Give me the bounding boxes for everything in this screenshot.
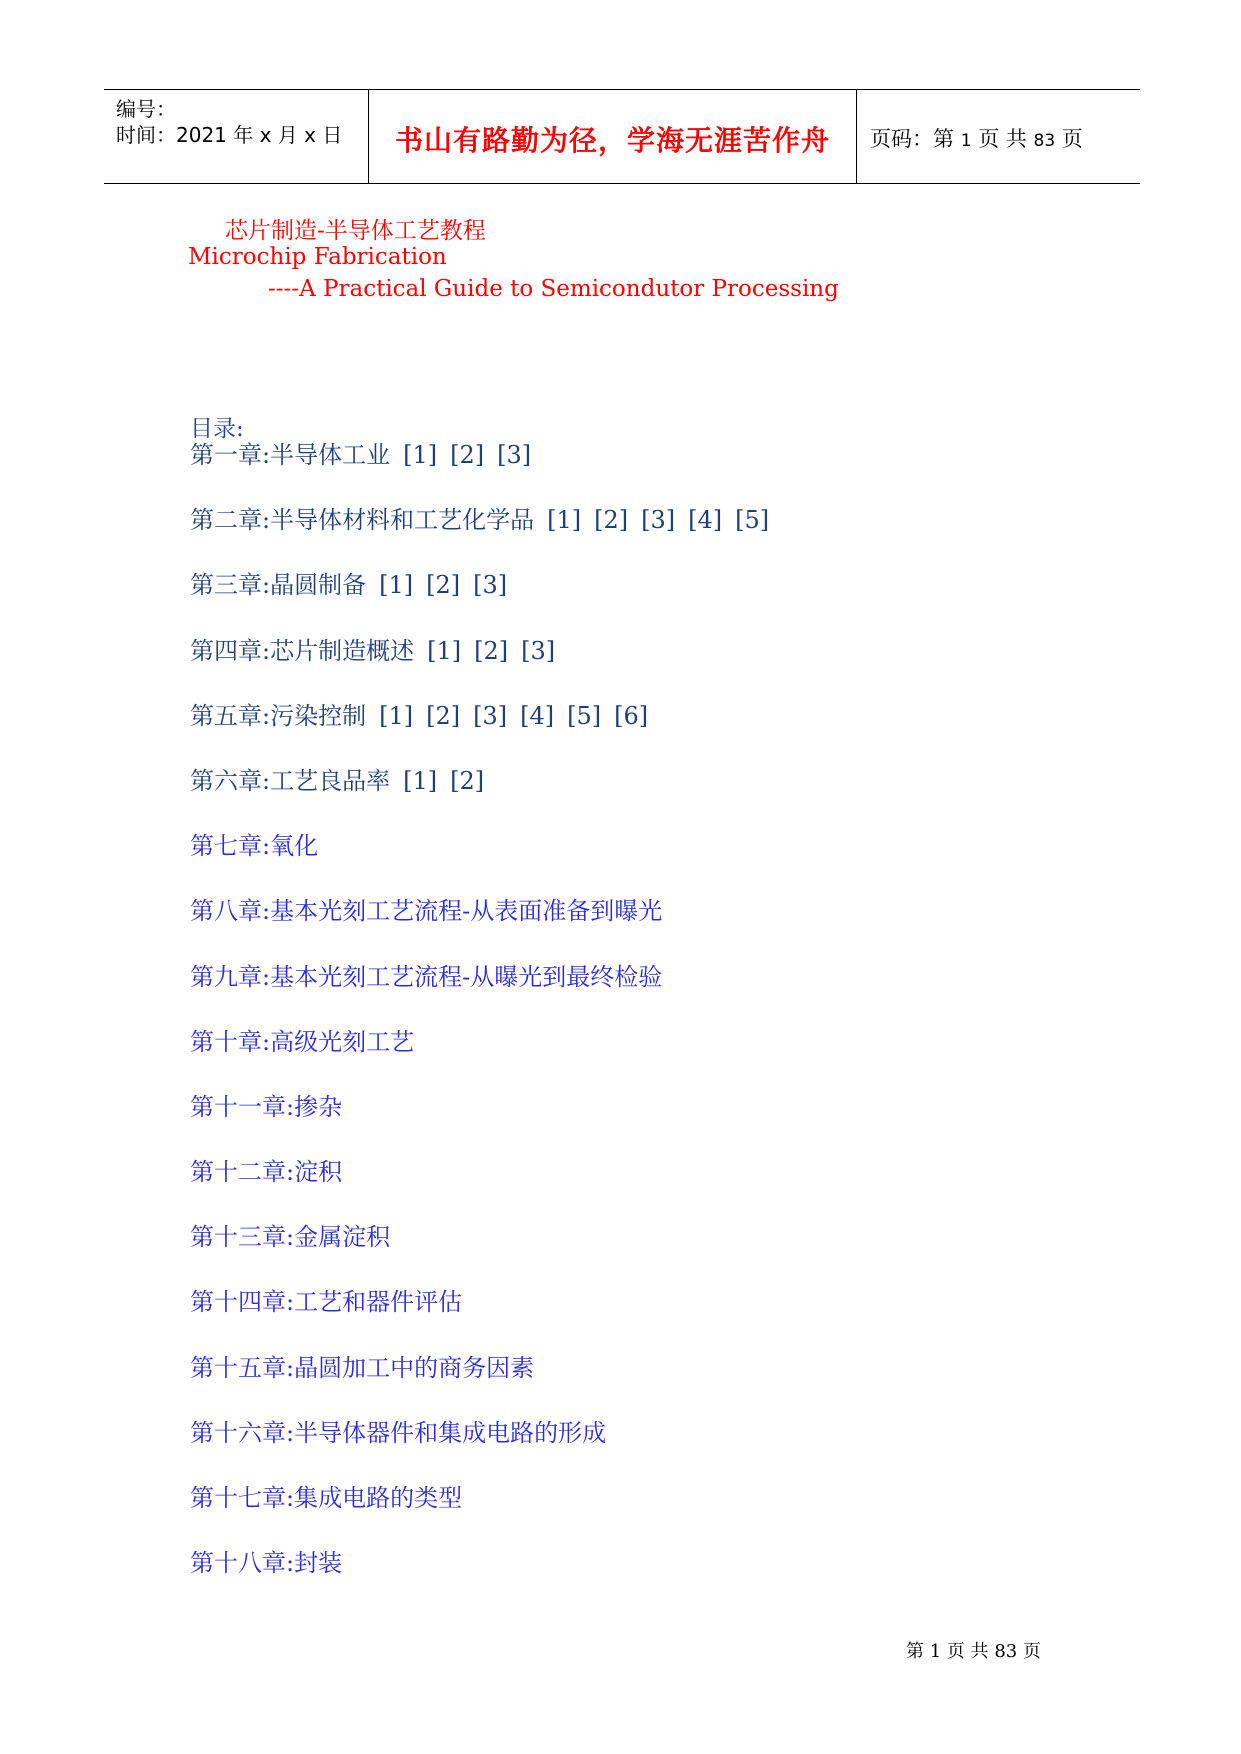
document-title-cn: 芯片制造-半导体工艺教程 xyxy=(225,218,486,244)
toc-chapter xyxy=(190,441,769,506)
document-subtitle: ----A Practical Guide to Semicondutor Processing xyxy=(268,276,839,302)
page-prefix: 页码：第 xyxy=(870,127,961,151)
header-left-cell xyxy=(104,90,368,183)
header-page-info xyxy=(870,123,1083,153)
toc-section-link[interactable]: [1] xyxy=(403,766,438,795)
header-motto: 书山有路勤为径，学海无涯苦作舟 xyxy=(394,124,830,157)
toc-section-link[interactable]: [3] xyxy=(497,441,532,469)
toc-section-link[interactable]: [2] xyxy=(474,636,509,665)
toc-chapter[interactable] xyxy=(190,1223,769,1288)
toc-chapter[interactable] xyxy=(190,1288,769,1353)
toc-section-link[interactable]: [6] xyxy=(614,701,649,730)
document-date-label: 时间：2021 年 x 月 x 日 xyxy=(116,123,343,147)
toc-chapter[interactable] xyxy=(190,1158,769,1223)
toc-section-link[interactable]: [2] xyxy=(426,701,461,730)
toc-chapter[interactable] xyxy=(190,963,769,1028)
toc-chapter-label: 第十八章:封装 xyxy=(190,1549,343,1578)
toc-list xyxy=(190,441,769,1614)
toc-chapter xyxy=(190,702,769,767)
toc-section-link[interactable]: [3] xyxy=(473,701,508,730)
page-footer: 第 1 页 共 83 页 xyxy=(906,1641,1041,1662)
header-page-cell xyxy=(857,90,1140,183)
toc-heading: 目录: xyxy=(190,416,244,442)
toc-chapter[interactable] xyxy=(190,1419,769,1484)
toc-chapter-label: 第十一章:掺杂 xyxy=(190,1092,343,1121)
toc-section-link[interactable]: [2] xyxy=(450,766,485,795)
toc-chapter-label: 第十七章:集成电路的类型 xyxy=(190,1484,463,1512)
header-motto-cell xyxy=(368,90,857,183)
page-header xyxy=(104,89,1140,184)
toc-chapter-label: 第十五章:晶圆加工中的商务因素 xyxy=(190,1353,535,1382)
toc-chapter[interactable] xyxy=(190,1093,769,1158)
toc-section-link[interactable]: [3] xyxy=(473,571,508,600)
document-title-en: Microchip Fabrication xyxy=(188,244,447,270)
toc-chapter[interactable] xyxy=(190,1549,769,1614)
toc-chapter xyxy=(190,767,769,832)
toc-section-link[interactable]: [2] xyxy=(594,506,629,535)
toc-chapter[interactable] xyxy=(190,897,769,962)
toc-chapter-label: 第六章:工艺良品率 xyxy=(190,766,391,795)
toc-chapter[interactable] xyxy=(190,1354,769,1419)
toc-section-link[interactable]: [2] xyxy=(426,571,461,600)
toc-chapter[interactable] xyxy=(190,1484,769,1549)
document-code-label: 编号： xyxy=(116,97,176,121)
toc-chapter-label: 第八章:基本光刻工艺流程-从表面准备到曝光 xyxy=(190,897,663,926)
toc-chapter xyxy=(190,506,769,571)
toc-chapter-label: 第二章:半导体材料和工艺化学品 xyxy=(190,506,535,535)
toc-chapter-label: 第十四章:工艺和器件评估 xyxy=(190,1288,463,1317)
toc-chapter-label: 第九章:基本光刻工艺流程-从曝光到最终检验 xyxy=(190,962,663,991)
toc-section-link[interactable]: [1] xyxy=(379,701,414,730)
toc-chapter-label: 第三章:晶圆制备 xyxy=(190,571,367,600)
toc-section-link[interactable]: [2] xyxy=(450,441,485,469)
page-suffix: 页 xyxy=(1055,127,1083,151)
toc-section-link[interactable]: [5] xyxy=(567,701,602,730)
toc-chapter-label: 第十六章:半导体器件和集成电路的形成 xyxy=(190,1418,607,1447)
toc-chapter-label: 第五章:污染控制 xyxy=(190,701,367,730)
toc-section-link[interactable]: [1] xyxy=(547,506,582,535)
toc-chapter-label: 第一章:半导体工业 xyxy=(190,441,391,469)
toc-chapter-label: 第四章:芯片制造概述 xyxy=(190,636,415,665)
toc-section-link[interactable]: [4] xyxy=(520,701,555,730)
toc-chapter-label: 第七章:氧化 xyxy=(190,832,319,861)
toc-chapter[interactable] xyxy=(190,832,769,897)
toc-chapter[interactable] xyxy=(190,1028,769,1093)
toc-section-link[interactable]: [1] xyxy=(427,636,462,665)
toc-section-link[interactable]: [3] xyxy=(641,506,676,535)
toc-chapter-label: 第十三章:金属淀积 xyxy=(190,1223,391,1252)
toc-chapter xyxy=(190,571,769,636)
page-mid: 页 共 xyxy=(971,127,1034,151)
toc-section-link[interactable]: [5] xyxy=(735,506,770,535)
toc-section-link[interactable]: [1] xyxy=(403,441,438,469)
toc-section-link[interactable]: [3] xyxy=(521,636,556,665)
toc-chapter-label: 第十章:高级光刻工艺 xyxy=(190,1027,415,1056)
toc-section-link[interactable]: [1] xyxy=(379,571,414,600)
toc-chapter-label: 第十二章:淀积 xyxy=(190,1158,343,1187)
page-total: 83 xyxy=(1033,131,1056,151)
page-number: 1 xyxy=(960,131,972,151)
toc-chapter xyxy=(190,637,769,702)
toc-section-link[interactable]: [4] xyxy=(688,506,723,535)
